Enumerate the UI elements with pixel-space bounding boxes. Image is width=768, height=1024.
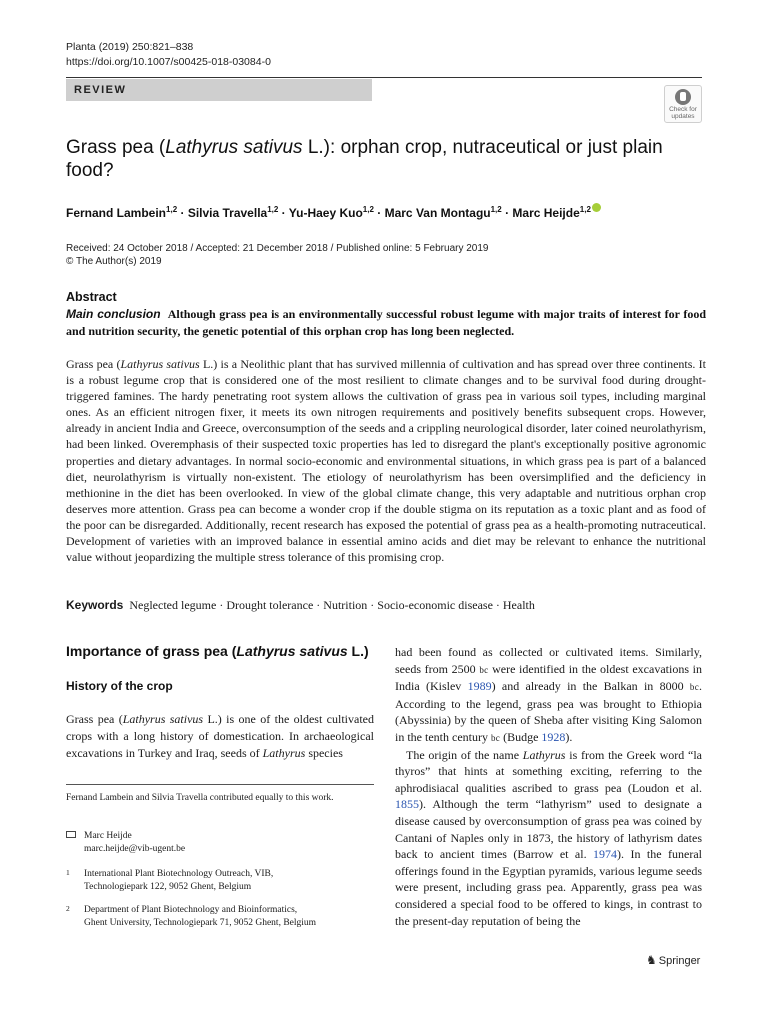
citation-link[interactable]: 1855 <box>395 797 419 812</box>
subsection-heading: History of the crop <box>66 679 173 693</box>
check-for-updates-badge[interactable] <box>664 85 702 123</box>
abstract-heading: Abstract <box>66 290 117 304</box>
publisher-logo <box>646 953 700 967</box>
check-for-updates-text: Check for updates <box>669 106 697 120</box>
author-name[interactable]: Yu-Haey Kuo <box>288 206 363 220</box>
author-name[interactable]: Marc Heijde <box>512 206 580 220</box>
affiliation-2: 2 Department of Plant Biotechnology and Bioinformatics, Ghent University, Technologiepark 71, 9052 Ghent, Belgium <box>66 904 317 928</box>
history-dates: Received: 24 October 2018 / Accepted: 21 December 2018 / Published online: 5 February 2019 <box>66 243 489 254</box>
author-list: Fernand Lambein$^{1,2}$ · Silvia Travella$^{1,2}$ · Yu-Haey Kuo$^{1,2}$ · Marc Van Montagu$^{1,2}$ · Marc Heijde$^{1,2}$ <box>66 203 706 220</box>
equal-contribution-note: Fernand Lambein and Silvia Travella contributed equally to this work. <box>66 793 334 803</box>
author-name[interactable]: Marc Van Montagu <box>384 206 491 220</box>
footnote-rule <box>66 784 374 785</box>
article-title: Grass pea (Lathyrus sativus L.): orphan crop, nutraceutical or just plain food? <box>66 137 663 181</box>
main-conclusion-label: Main conclusion <box>66 307 161 321</box>
corresponding-name: Marc Heijde <box>84 831 132 841</box>
publisher-name: Springer <box>658 955 701 967</box>
bookmark-icon <box>675 89 691 105</box>
header-rule <box>66 77 702 78</box>
keywords-list: Neglected legume · Drought tolerance · Nutrition · Socio-economic disease · Health <box>129 598 535 612</box>
right-paragraph-1: had been found as collected or cultivated items. Similarly, seeds from 2500 bc were identified in the oldest excavations in India (Kislev 1989) and already in the Balkan in 8000 bc. According to the legend, grass pea was brought to Ethiopia (Abyssinia) by the queen of Sheba after visiting King Salomon in the tenth century bc (Budge 1928). <box>395 645 702 744</box>
article-type-label: REVIEW <box>66 79 372 101</box>
citation-link[interactable]: 1974 <box>593 847 618 862</box>
keywords <box>66 598 706 613</box>
right-column <box>395 644 702 929</box>
citation-link[interactable]: 1928 <box>541 729 566 744</box>
envelope-icon <box>66 831 76 838</box>
affiliation-number: 2 <box>66 904 70 913</box>
keywords-label: Keywords <box>66 598 124 612</box>
corresponding-email[interactable]: marc.heijde@vib-ugent.be <box>84 843 186 854</box>
abstract-body: Grass pea (Lathyrus sativus L.) is a Neolithic plant that has survived millennia of cultivation and has spread over three continents. It is a robust legume crop that is considered one of the most resilient to climate changes and to be survival food during drought-triggered famines. The hardy penetrating root system allows the cultivation of grass pea in various soil types, including marginal ones. As an efficient nitrogen fixer, it meets its own nitrogen requirements and positively benefits subsequent crops. However, already in ancient India and Greece, overconsumption of the seeds and a crippling neurological disorder, later coined neurolathyrism, had been linked. Overemphasis of their suspected toxic properties has led to disregard the plant's exceptionally positive agronomic properties and dietary advantages. In normal socio-economic and environmental situations, in which grass pea is part of a balanced diet, neurolathyrism is virtually non-existent. The etiology of neurolathyrism has been oversimplified and the deficiency in methionine in the diet has been overlooked. In view of the global climate change, this very adaptable and nutritious orphan crop deserves more attention. Grass pea can become a wonder crop if the double stigma on its reputation as a toxic plant and as food of the poor can be disregarded. Additionally, recent research has exposed the potential of grass pea as a health-promoting nutraceutical. Development of varieties with an improved balance in essential amino acids and diet may be relevant to enhance the nutritional value without jeopardizing the multiple stress tolerance of this promising crop. <box>66 357 706 565</box>
orcid-icon[interactable] <box>592 203 601 212</box>
affiliation-1: 1 International Plant Biotechnology Outreach, VIB, Technologiepark 122, 9052 Ghent, Belgium <box>66 868 274 892</box>
publication-dates <box>66 242 489 268</box>
citation-link[interactable]: 1989 <box>467 679 492 694</box>
copyright-line: © The Author(s) 2019 <box>66 256 162 267</box>
section-heading: Importance of grass pea (Lathyrus sativus L.) <box>66 643 369 659</box>
main-conclusion-text: Although grass pea is an environmentally successful robust legume with major traits of interest for food and nutrition security, the genetic potential of this orphan crop has long been neglected. <box>66 307 706 338</box>
journal-line: Planta (2019) 250:821–838 <box>66 41 194 53</box>
author-name[interactable]: Fernand Lambein <box>66 206 167 220</box>
author-name[interactable]: Silvia Travella <box>187 206 268 220</box>
affiliation-number: 1 <box>66 868 70 877</box>
springer-horse-icon: ♞ <box>646 953 657 967</box>
journal-citation <box>66 40 271 70</box>
doi-link[interactable]: https://doi.org/10.1007/s00425-018-03084-0 <box>66 56 271 68</box>
left-column-paragraph: Grass pea (Lathyrus sativus L.) is one of the oldest cultivated crops with a long history of domestication. In archaeological excavations in Turkey and Iraq, seeds of Lathyrus species <box>66 712 374 760</box>
corresponding-author <box>66 830 366 855</box>
main-conclusion <box>66 306 706 340</box>
right-paragraph-2: The origin of the name Lathyrus is from the Greek word “la thyros” that hints at something exciting, referring to the aphrodisiacal qualities ascribed to grass pea (Loudon et al. 1855). Although the term “lathyrism” used to designate a disease caused by overconsumption of grass pea was coined by Cantani of Naples only in 1873, the history of lathyrism dates back to ancient times (Barrow et al. 1974). In the funeral offerings found in the Egyptian pyramids, various legume seeds were present, including grass pea. Apparently, grass pea was considered a special food to be offered to kings, in contrast to the present-day reputation of being the <box>395 747 702 928</box>
